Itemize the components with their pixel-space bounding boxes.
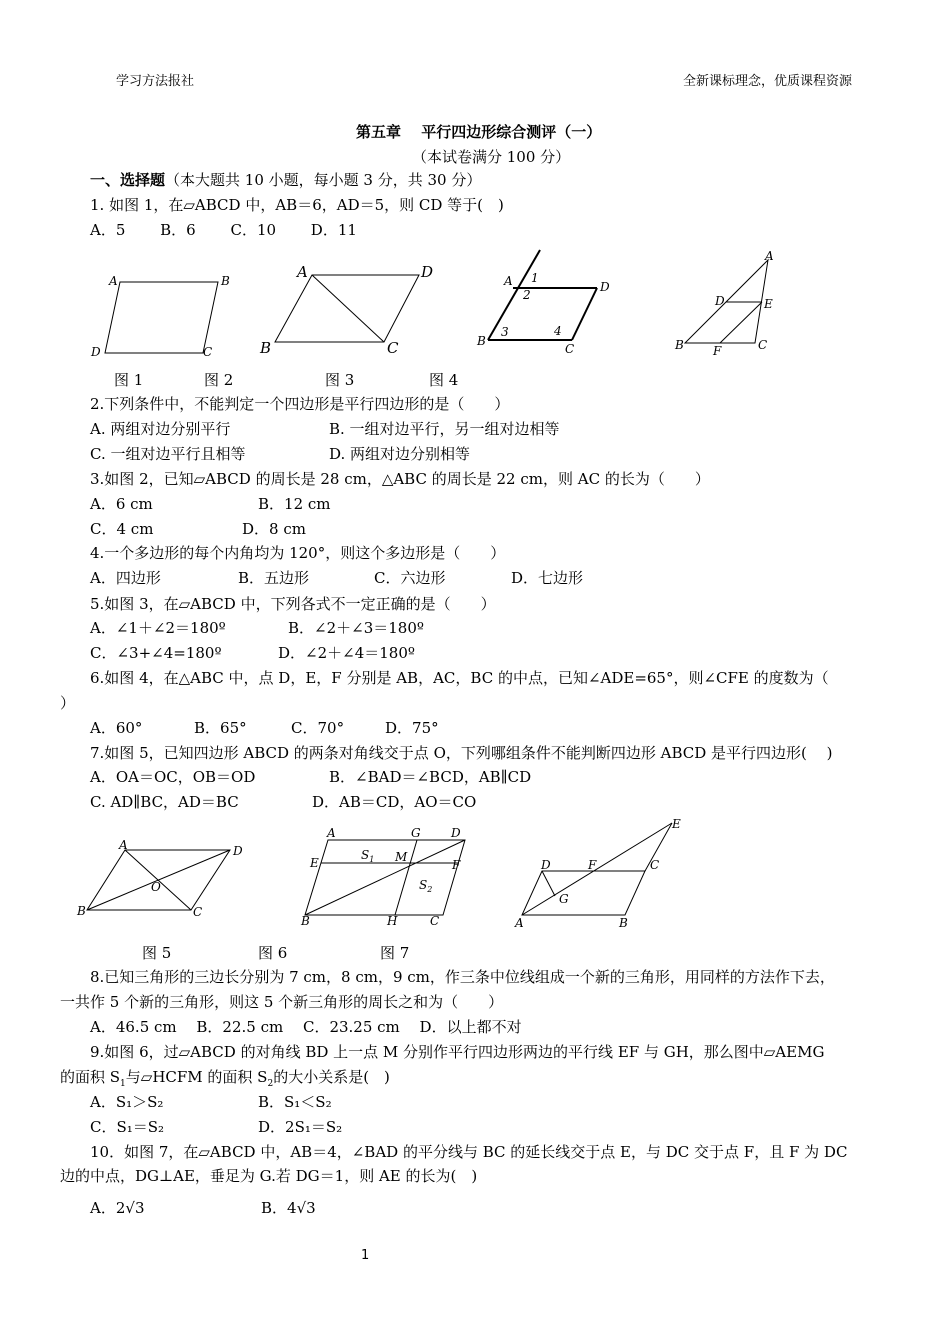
question-3-option-a: A．6 cm xyxy=(90,495,153,513)
fig2-label-b: B xyxy=(260,339,272,357)
question-10-line-2: 边的中点，DG⊥AE，垂足为 G.若 DG＝1，则 AE 的长为( ) xyxy=(60,1167,478,1185)
fig1-label-d: D xyxy=(91,345,101,359)
question-9-line-2 xyxy=(60,1067,390,1094)
question-1: 1. 如图 1，在▱ABCD 中，AB＝6，AD＝5，则 CD 等于( ) xyxy=(90,196,504,214)
question-7-option-b: B．∠BAD＝∠BCD，AB∥CD xyxy=(329,768,532,786)
question-8-line-1: 8.已知三角形的三边长分别为 7 cm，8 cm，9 cm，作三条中位线组成一个新的三角形，用同样的方法作下去， xyxy=(90,968,835,986)
q10-b-text: B．4 xyxy=(261,1199,297,1217)
caption-fig3: 图 3 xyxy=(325,371,355,389)
question-2-option-b: B. 一组对边平行，另一组对边相等 xyxy=(329,420,560,438)
question-9-option-c: C．S₁＝S₂ xyxy=(90,1118,165,1136)
fig7-label-f: F xyxy=(588,858,597,872)
fig2-label-a: A xyxy=(297,263,308,281)
fig6-label-m: M xyxy=(395,850,408,864)
question-7: 7.如图 5，已知四边形 ABCD 的两条对角线交于点 O，下列哪组条件不能判断四边形 ABCD 是平行四边形( ) xyxy=(90,744,833,762)
fig5-label-d: D xyxy=(233,844,243,858)
caption-fig6: 图 6 xyxy=(258,944,288,962)
figure-6-diagram xyxy=(305,840,465,915)
question-9-line-1: 9.如图 6，过▱ABCD 的对角线 BD 上一点 M 分别作平行四边形两边的平行线 EF 与 GH，那么图中▱AEMG xyxy=(90,1043,825,1061)
fig5-label-o: O xyxy=(151,880,161,894)
question-5-option-a: A．∠1＋∠2＝180º xyxy=(90,619,226,637)
fig5-label-b: B xyxy=(77,904,86,918)
fig4-label-b: B xyxy=(675,338,684,352)
question-5-option-c: C．∠3+∠4=180º xyxy=(90,644,222,662)
page-title: 第五章 平行四边形综合测评（一） xyxy=(356,123,602,141)
question-7-option-d: D．AB＝CD，AO＝CO xyxy=(312,793,477,811)
fig3-label-1: 1 xyxy=(531,271,539,285)
header-left: 学习方法报社 xyxy=(116,74,195,89)
question-1-options: A．5 B．6 C．10 D．11 xyxy=(90,221,357,239)
question-2-option-d: D. 两组对边分别相等 xyxy=(329,445,471,463)
fig3-label-3: 3 xyxy=(501,325,509,339)
q10-a-text: A．2 xyxy=(90,1199,126,1217)
fig4-label-f: F xyxy=(713,344,722,358)
question-3-option-d: D．8 cm xyxy=(242,520,306,538)
caption-fig2: 图 2 xyxy=(204,371,234,389)
figure-4-diagram xyxy=(685,260,768,343)
question-2: 2.下列条件中，不能判定一个四边形是平行四边形的是（ ） xyxy=(90,395,510,413)
caption-fig5: 图 5 xyxy=(142,944,172,962)
question-3-option-b: B．12 cm xyxy=(258,495,331,513)
q9-text-c: 的大小关系是( ) xyxy=(273,1068,390,1086)
page-subtitle: （本试卷满分 100 分） xyxy=(412,148,571,166)
question-9-option-d: D．2S₁＝S₂ xyxy=(258,1118,343,1136)
fig1-label-a: A xyxy=(109,274,118,288)
question-8-options: A．46.5 cm B．22.5 cm C．23.25 cm D．以上都不对 xyxy=(90,1018,522,1036)
q9-text-b: 与▱HCFM 的面积 S xyxy=(125,1068,268,1086)
question-9-option-a: A．S₁＞S₂ xyxy=(90,1093,164,1111)
fig4-label-a: A xyxy=(765,249,774,263)
fig3-label-d: D xyxy=(600,280,610,294)
fig5-label-c: C xyxy=(193,905,203,919)
caption-fig7: 图 7 xyxy=(380,944,410,962)
fig2-label-c: C xyxy=(387,339,399,357)
fig6-label-a: A xyxy=(327,826,336,840)
fig7-label-b: B xyxy=(619,916,628,930)
fig4-label-d: D xyxy=(715,294,725,308)
q9-sub-1: 1 xyxy=(120,1079,126,1089)
fig3-label-c: C xyxy=(565,342,575,356)
question-7-option-a: A．OA＝OC，OB＝OD xyxy=(90,768,256,786)
fig7-label-g: G xyxy=(559,892,569,906)
fig2-label-d: D xyxy=(421,263,434,281)
fig1-label-c: C xyxy=(203,345,213,359)
question-6: 6.如图 4，在△ABC 中，点 D，E，F 分别是 AB，AC，BC 的中点，已知∠ADE=65°，则∠CFE 的度数为（ xyxy=(90,669,829,687)
caption-fig4: 图 4 xyxy=(429,371,459,389)
question-5-option-b: B．∠2＋∠3＝180º xyxy=(288,619,424,637)
question-4: 4.一个多边形的每个内角均为 120°，则这个多边形是（ ） xyxy=(90,544,506,562)
fig4-label-e: E xyxy=(764,297,773,311)
figure-1-diagram xyxy=(105,282,218,353)
figures-1-4 xyxy=(85,245,785,365)
q10-b-sqrt: √3 xyxy=(296,1199,316,1217)
fig6-label-d: D xyxy=(451,826,461,840)
fig6-label-g: G xyxy=(411,826,421,840)
question-10-option-a xyxy=(90,1198,145,1218)
fig5-label-a: A xyxy=(119,838,128,852)
fig6-label-f: F xyxy=(452,858,461,872)
question-6-option-a: A．60° xyxy=(90,719,143,737)
fig6-label-h: H xyxy=(387,914,398,928)
question-3-option-c: C．4 cm xyxy=(90,520,154,538)
question-4-option-d: D．七边形 xyxy=(511,569,584,587)
fig3-label-4: 4 xyxy=(554,324,562,338)
question-2-option-c: C. 一组对边平行且相等 xyxy=(90,445,246,463)
fig7-label-d: D xyxy=(541,858,551,872)
section-heading xyxy=(90,170,481,190)
question-10-option-b xyxy=(261,1198,316,1218)
question-8-line-2: 一共作 5 个新的三角形，则这 5 个新三角形的周长之和为（ ） xyxy=(60,993,504,1011)
question-4-option-b: B．五边形 xyxy=(238,569,310,587)
fig1-label-b: B xyxy=(221,274,230,288)
fig6-label-c: C xyxy=(430,914,440,928)
page-number: 1 xyxy=(361,1248,370,1263)
figures-5-7 xyxy=(75,815,715,935)
fig3-label-b: B xyxy=(477,334,486,348)
question-2-option-a: A. 两组对边分别平行 xyxy=(90,420,231,438)
question-4-option-c: C．六边形 xyxy=(374,569,446,587)
fig6-label-s1: $S_1$ xyxy=(361,848,375,864)
question-6-option-c: C．70° xyxy=(291,719,345,737)
fig7-label-e: E xyxy=(672,817,681,831)
q9-text-a: 的面积 S xyxy=(60,1068,121,1086)
question-3: 3.如图 2，已知▱ABCD 的周长是 28 cm，△ABC 的周长是 22 cm，则 AC 的长为（ ） xyxy=(90,470,710,488)
section-title: 一、选择题 xyxy=(90,171,166,189)
question-6-end: ） xyxy=(60,694,76,712)
fig7-label-c: C xyxy=(650,858,660,872)
fig6-label-b: B xyxy=(301,914,310,928)
fig6-label-e: E xyxy=(310,856,319,870)
question-6-option-d: D．75° xyxy=(385,719,439,737)
question-7-option-c: C. AD∥BC，AD＝BC xyxy=(90,793,239,811)
fig3-label-a: A xyxy=(504,274,513,288)
question-5-option-d: D．∠2＋∠4＝180º xyxy=(278,644,415,662)
fig4-label-c: C xyxy=(758,338,768,352)
q10-a-sqrt: √3 xyxy=(125,1199,145,1217)
question-5: 5.如图 3，在▱ABCD 中，下列各式不一定正确的是（ ） xyxy=(90,595,496,613)
header-right: 全新课标理念，优质课程资源 xyxy=(683,74,853,89)
figure-2-diagram xyxy=(275,275,419,342)
fig7-label-a: A xyxy=(515,916,524,930)
question-9-option-b: B．S₁＜S₂ xyxy=(258,1093,332,1111)
question-4-option-a: A．四边形 xyxy=(90,569,161,587)
caption-fig1: 图 1 xyxy=(114,371,144,389)
question-6-option-b: B．65° xyxy=(194,719,247,737)
question-10-line-1: 10．如图 7，在▱ABCD 中，AB＝4，∠BAD 的平分线与 BC 的延长线交于点 E，与 DC 交于点 F，且 F 为 DC xyxy=(90,1143,848,1161)
section-note: （本大题共 10 小题，每小题 3 分，共 30 分） xyxy=(165,171,482,189)
fig3-label-2: 2 xyxy=(523,288,531,302)
fig6-label-s2: $S_2$ xyxy=(419,878,433,894)
q9-sub-2: 2 xyxy=(267,1079,274,1089)
